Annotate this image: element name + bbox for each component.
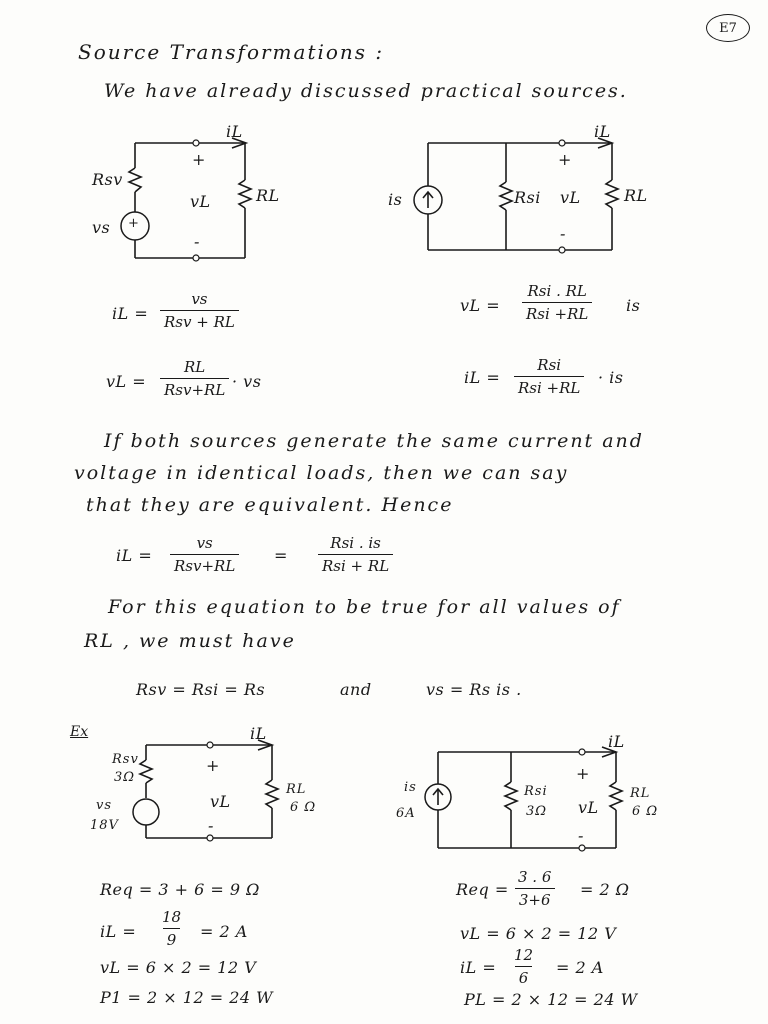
page-title: Source Transformations : xyxy=(78,40,385,64)
c1-vs-label: vs xyxy=(92,218,111,237)
eq3-equals: = xyxy=(274,546,288,565)
ex2-rl-label: RL xyxy=(630,786,651,801)
eq2-il-fraction xyxy=(514,356,584,397)
para2-line1: For this equation to be true for all values of xyxy=(108,596,621,618)
c2-is-label: is xyxy=(388,190,403,209)
res-right-req-denominator: 3+6 xyxy=(515,888,555,909)
ex1-rsv-label: Rsv xyxy=(112,752,139,767)
eq2-vl-tail: is xyxy=(626,296,641,315)
res-right-il-fraction xyxy=(510,946,537,987)
eq-vl-fraction xyxy=(160,358,229,399)
ex2-rsi-value: 3Ω xyxy=(526,804,548,819)
eq2-il-denominator: Rsi +RL xyxy=(514,376,584,397)
eq-vl-lhs: vL = xyxy=(106,372,147,391)
para1-line2: voltage in identical loads, then we can say xyxy=(74,462,569,484)
ex1-minus: - xyxy=(208,816,214,835)
c2-rsi-label: Rsi xyxy=(514,188,541,207)
ex1-rsv-value: 3Ω xyxy=(114,770,136,785)
ex2-vl-label: vL xyxy=(578,798,599,817)
c1-rl-label: RL xyxy=(256,186,280,205)
page-number-badge: E7 xyxy=(706,14,750,42)
ex1-vl-label: vL xyxy=(210,792,231,811)
res-right-il-numerator: 12 xyxy=(514,946,534,964)
example-label: Ex xyxy=(70,724,89,740)
eq-vl-numerator: RL xyxy=(184,358,206,376)
ex2-is-value: 6A xyxy=(396,806,416,821)
eq2-il-tail: · is xyxy=(598,368,624,387)
ex2-is-label: is xyxy=(404,780,417,795)
c2-rl-label: RL xyxy=(624,186,648,205)
c2-il-label: iL xyxy=(594,122,611,141)
eq3-denominator-1: Rsv+RL xyxy=(170,554,239,575)
res-right-req-lhs: Req = xyxy=(456,880,509,899)
c2-minus: - xyxy=(560,224,566,243)
ex1-rl-value: 6 Ω xyxy=(290,800,317,815)
res-left-req: Req = 3 + 6 = 9 Ω xyxy=(100,880,260,899)
ex2-rsi-label: Rsi xyxy=(524,784,548,799)
eq3-numerator-2: Rsi . is xyxy=(330,534,381,552)
res-left-vl: vL = 6 × 2 = 12 V xyxy=(100,958,257,977)
intro-text: We have already discussed practical sources. xyxy=(104,80,628,102)
c1-rsv-label: Rsv xyxy=(92,170,123,189)
res-left-il-fraction xyxy=(158,908,185,949)
condition-right: vs = Rs is . xyxy=(426,680,522,699)
res-right-req-numerator: 3 . 6 xyxy=(518,868,552,886)
ex1-vs-label: vs xyxy=(96,798,113,813)
res-right-req-tail: = 2 Ω xyxy=(580,880,630,899)
para2-line2: RL , we must have xyxy=(84,630,296,652)
eq-il-lhs: iL = xyxy=(112,304,149,323)
ex1-vs-value: 18V xyxy=(90,818,119,833)
res-left-il-tail: = 2 A xyxy=(200,922,248,941)
eq-il-numerator: vs xyxy=(191,290,208,308)
res-right-il-tail: = 2 A xyxy=(556,958,604,977)
eq-il-fraction xyxy=(160,290,239,331)
ex1-plus: + xyxy=(206,756,220,775)
para1-line3: that they are equivalent. Hence xyxy=(86,494,454,516)
eq-vl-denominator: Rsv+RL xyxy=(160,378,229,399)
ex2-rl-value: 6 Ω xyxy=(632,804,659,819)
para1-line1: If both sources generate the same current and xyxy=(104,430,644,452)
eq-vl-tail: · vs xyxy=(232,372,262,391)
eq3-denominator-2: Rsi + RL xyxy=(318,554,393,575)
c1-vl-label: vL xyxy=(190,192,211,211)
res-left-il-numerator: 18 xyxy=(162,908,182,926)
eq3-lhs: iL = xyxy=(116,546,153,565)
c1-minus: - xyxy=(194,232,200,251)
ex1-il-label: iL xyxy=(250,724,267,743)
eq2-il-lhs: iL = xyxy=(464,368,501,387)
eq3-numerator-1: vs xyxy=(196,534,213,552)
ex2-il-label: iL xyxy=(608,732,625,751)
ex2-minus: - xyxy=(578,826,584,845)
circuit-1-voltage-source xyxy=(121,138,251,261)
res-right-power: PL = 2 × 12 = 24 W xyxy=(464,990,638,1009)
res-left-il-denominator: 9 xyxy=(163,928,181,949)
eq-il-denominator: Rsv + RL xyxy=(160,310,239,331)
eq3-fraction-2 xyxy=(318,534,393,575)
c2-plus: + xyxy=(558,150,572,169)
ex2-plus: + xyxy=(576,764,590,783)
eq2-vl-numerator: Rsi . RL xyxy=(527,282,587,300)
res-right-il-lhs: iL = xyxy=(460,958,497,977)
c1-source-polarity: + xyxy=(128,216,140,231)
eq3-fraction-1 xyxy=(170,534,239,575)
condition-and: and xyxy=(340,680,372,699)
res-left-power: P1 = 2 × 12 = 24 W xyxy=(100,988,274,1007)
c2-vl-label: vL xyxy=(560,188,581,207)
eq2-vl-denominator: Rsi +RL xyxy=(522,302,592,323)
eq2-il-numerator: Rsi xyxy=(537,356,562,374)
res-right-req-fraction xyxy=(514,868,555,909)
ex1-rl-label: RL xyxy=(286,782,307,797)
res-right-il-denominator: 6 xyxy=(515,966,533,987)
eq2-vl-lhs: vL = xyxy=(460,296,501,315)
condition-left: Rsv = Rsi = Rs xyxy=(136,680,266,699)
eq2-vl-fraction xyxy=(522,282,592,323)
res-right-vl: vL = 6 × 2 = 12 V xyxy=(460,924,617,943)
c1-plus: + xyxy=(192,150,206,169)
c1-il-label: iL xyxy=(226,122,243,141)
res-left-il-lhs: iL = xyxy=(100,922,137,941)
